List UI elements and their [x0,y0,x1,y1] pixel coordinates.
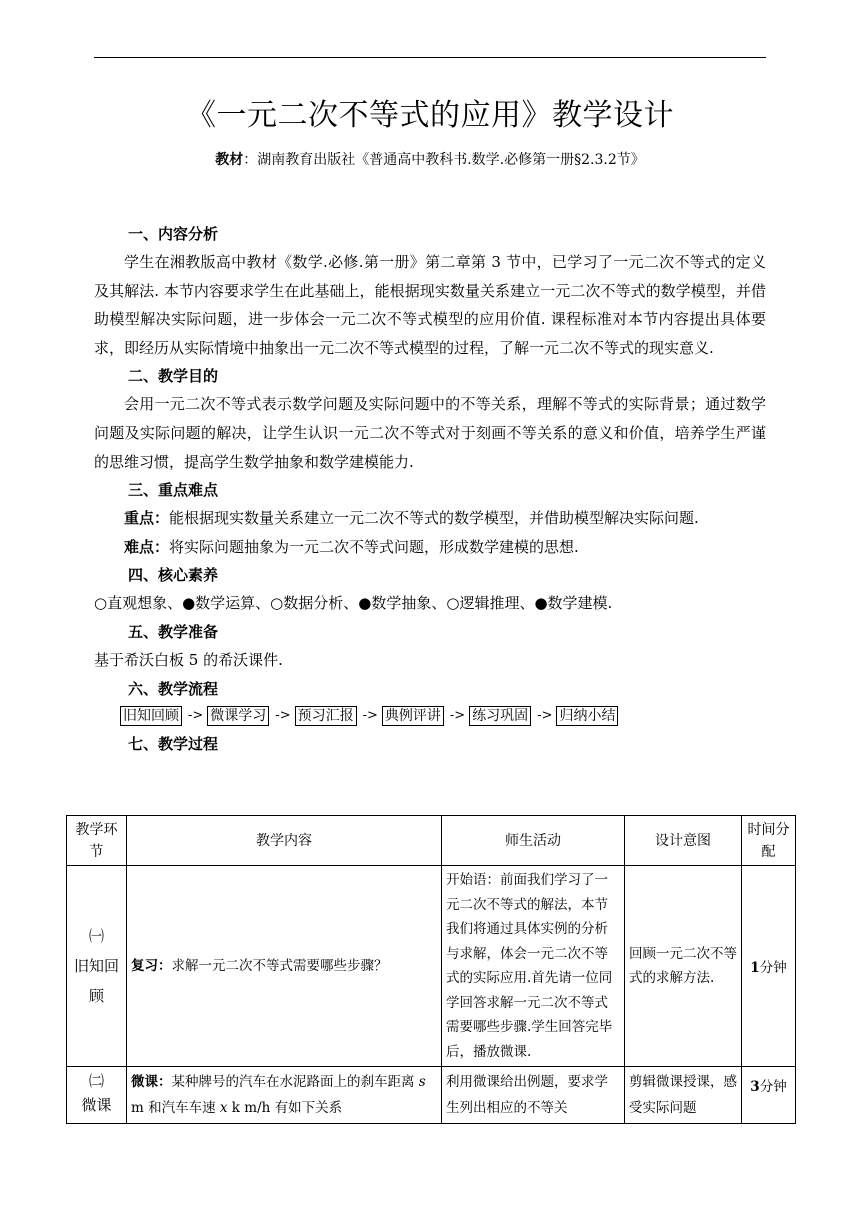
content-text: 求解一元二次不等式需要哪些步骤？ [171,958,388,974]
time-cell [742,866,796,1067]
document-title: 《一元二次不等式的应用》教学设计 [186,98,674,133]
variable-x: x [219,1100,228,1116]
flow-arrow: -> [449,708,466,724]
content-label: 复习： [131,958,172,974]
intent-cell: 回顾一元二次不等式的求解方法. [625,866,742,1067]
content-cell [127,1067,442,1124]
section-heading-core-literacy: 四、核心素养 [128,566,219,585]
content-label: 微课： [131,1074,172,1090]
stage-name: 微课 [81,1096,112,1114]
flow-arrow: -> [537,708,553,724]
header-content: 教学内容 [127,816,442,866]
flow-step-3: 预习汇报 [295,706,357,726]
header-intent: 设计意图 [625,816,742,866]
content-text: 某种牌号的汽车在水泥路面上的刹车距离 [171,1074,419,1090]
stage-name: 旧知回顾 [73,957,119,1005]
flow-arrow: -> [188,708,204,724]
flow-arrow: -> [362,708,378,724]
section-heading-key-difficult: 三、重点难点 [128,481,219,500]
document-body [94,220,766,758]
stage-number: ㈠ [88,927,104,945]
section-heading-teaching-goals: 二、教学目的 [128,367,219,386]
flow-step-4: 典例评讲 [382,706,444,726]
flow-step-2: 微课学习 [207,706,269,726]
time-cell [742,1067,796,1124]
time-number: 3 [750,1079,760,1095]
table-row [67,866,796,1067]
table-row [67,1067,796,1124]
section-text-core-literacy: ○直观想象、●数学运算、○数据分析、●数学抽象、○逻辑推理、●数学建模. [94,594,613,613]
activity-cell: 开始语：前面我们学习了一元二次不等式的解法，本节我们将通过具体实例的分析与求解，体会一元二次不等式的实际应用.首先请一位同学回答求解一元二次不等式需要哪些步骤.学生回答完毕后，播放微课. [442,866,625,1067]
variable-s: s [418,1074,426,1090]
difficult-point-paragraph [94,533,766,562]
time-unit: 分钟 [759,1079,787,1095]
header-stage: 教学环节 [67,816,127,866]
section-heading-content-analysis: 一、内容分析 [128,225,219,243]
key-point-label: 重点： [124,509,170,528]
stage-cell [67,1067,127,1124]
content-text: m 和汽车车速 [131,1100,220,1116]
content-text: k m/h 有如下关系 [227,1100,343,1116]
header-activity: 师生活动 [442,816,625,866]
section-text-content-analysis: 学生在湘教版高中教材《数学.必修.第一册》第二章第 3 节中，已学习了一元二次不等式的定义及其解法. 本节内容要求学生在此基础上，能根据现实数量关系建立一元二次不等式的数学模型，并借助模型解决实际问题，进一步体会一元二次不等式模型的应用价值. 课程标准对本节内容提出具体要求，即经历从实际情境中抽象出一元二次不等式模型的过程，了解一元二次不等式的现实意义. [94,253,766,357]
section-heading-preparation: 五、教学准备 [128,622,219,641]
section-heading-teaching-flow: 六、教学流程 [128,679,219,698]
flow-step-1: 旧知回顾 [120,706,182,726]
section-text-preparation: 基于希沃白板 5 的希沃课件. [94,650,283,669]
key-point-text: 能根据现实数量关系建立一元二次不等式的数学模型，并借助模型解决实际问题. [169,509,699,528]
flow-step-6: 归纳小结 [556,706,618,726]
difficult-point-label: 难点： [124,537,170,556]
stage-cell [67,866,127,1067]
teaching-flow-chart [120,704,766,728]
document-subtitle [0,150,860,170]
flow-step-5: 练习巩固 [469,706,531,726]
section-text-teaching-goals: 会用一元二次不等式表示数学问题及实际问题中的不等关系，理解不等式的实际背景；通过数学问题及实际问题的解决，让学生认识一元二次不等式对于刻画不等关系的意义和价值，培养学生严谨的思维习惯，提高学生数学抽象和数学建模能力. [94,395,766,471]
key-point-paragraph [94,504,766,533]
header-time: 时间分配 [742,816,796,866]
difficult-point-text: 将实际问题抽象为一元二次不等式问题，形成数学建模的思想. [169,537,579,556]
section-heading-teaching-process: 七、教学过程 [128,734,219,753]
time-number: 1 [750,960,760,976]
subtitle-label: 教材 [215,152,244,168]
subtitle-text: ：湖南教育出版社《普通高中教科书.数学.必修第一册§2.3.2节》 [243,152,645,168]
time-unit: 分钟 [759,960,787,976]
content-cell [127,866,442,1067]
table-header-row [67,816,796,866]
teaching-process-table [66,815,796,1124]
stage-number: ㈡ [88,1072,104,1090]
header-rule [94,57,766,58]
flow-arrow: -> [275,708,291,724]
activity-cell: 利用微课给出例题，要求学生列出相应的不等关 [442,1067,625,1124]
intent-cell: 剪辑微课授课，感受实际问题 [625,1067,742,1124]
